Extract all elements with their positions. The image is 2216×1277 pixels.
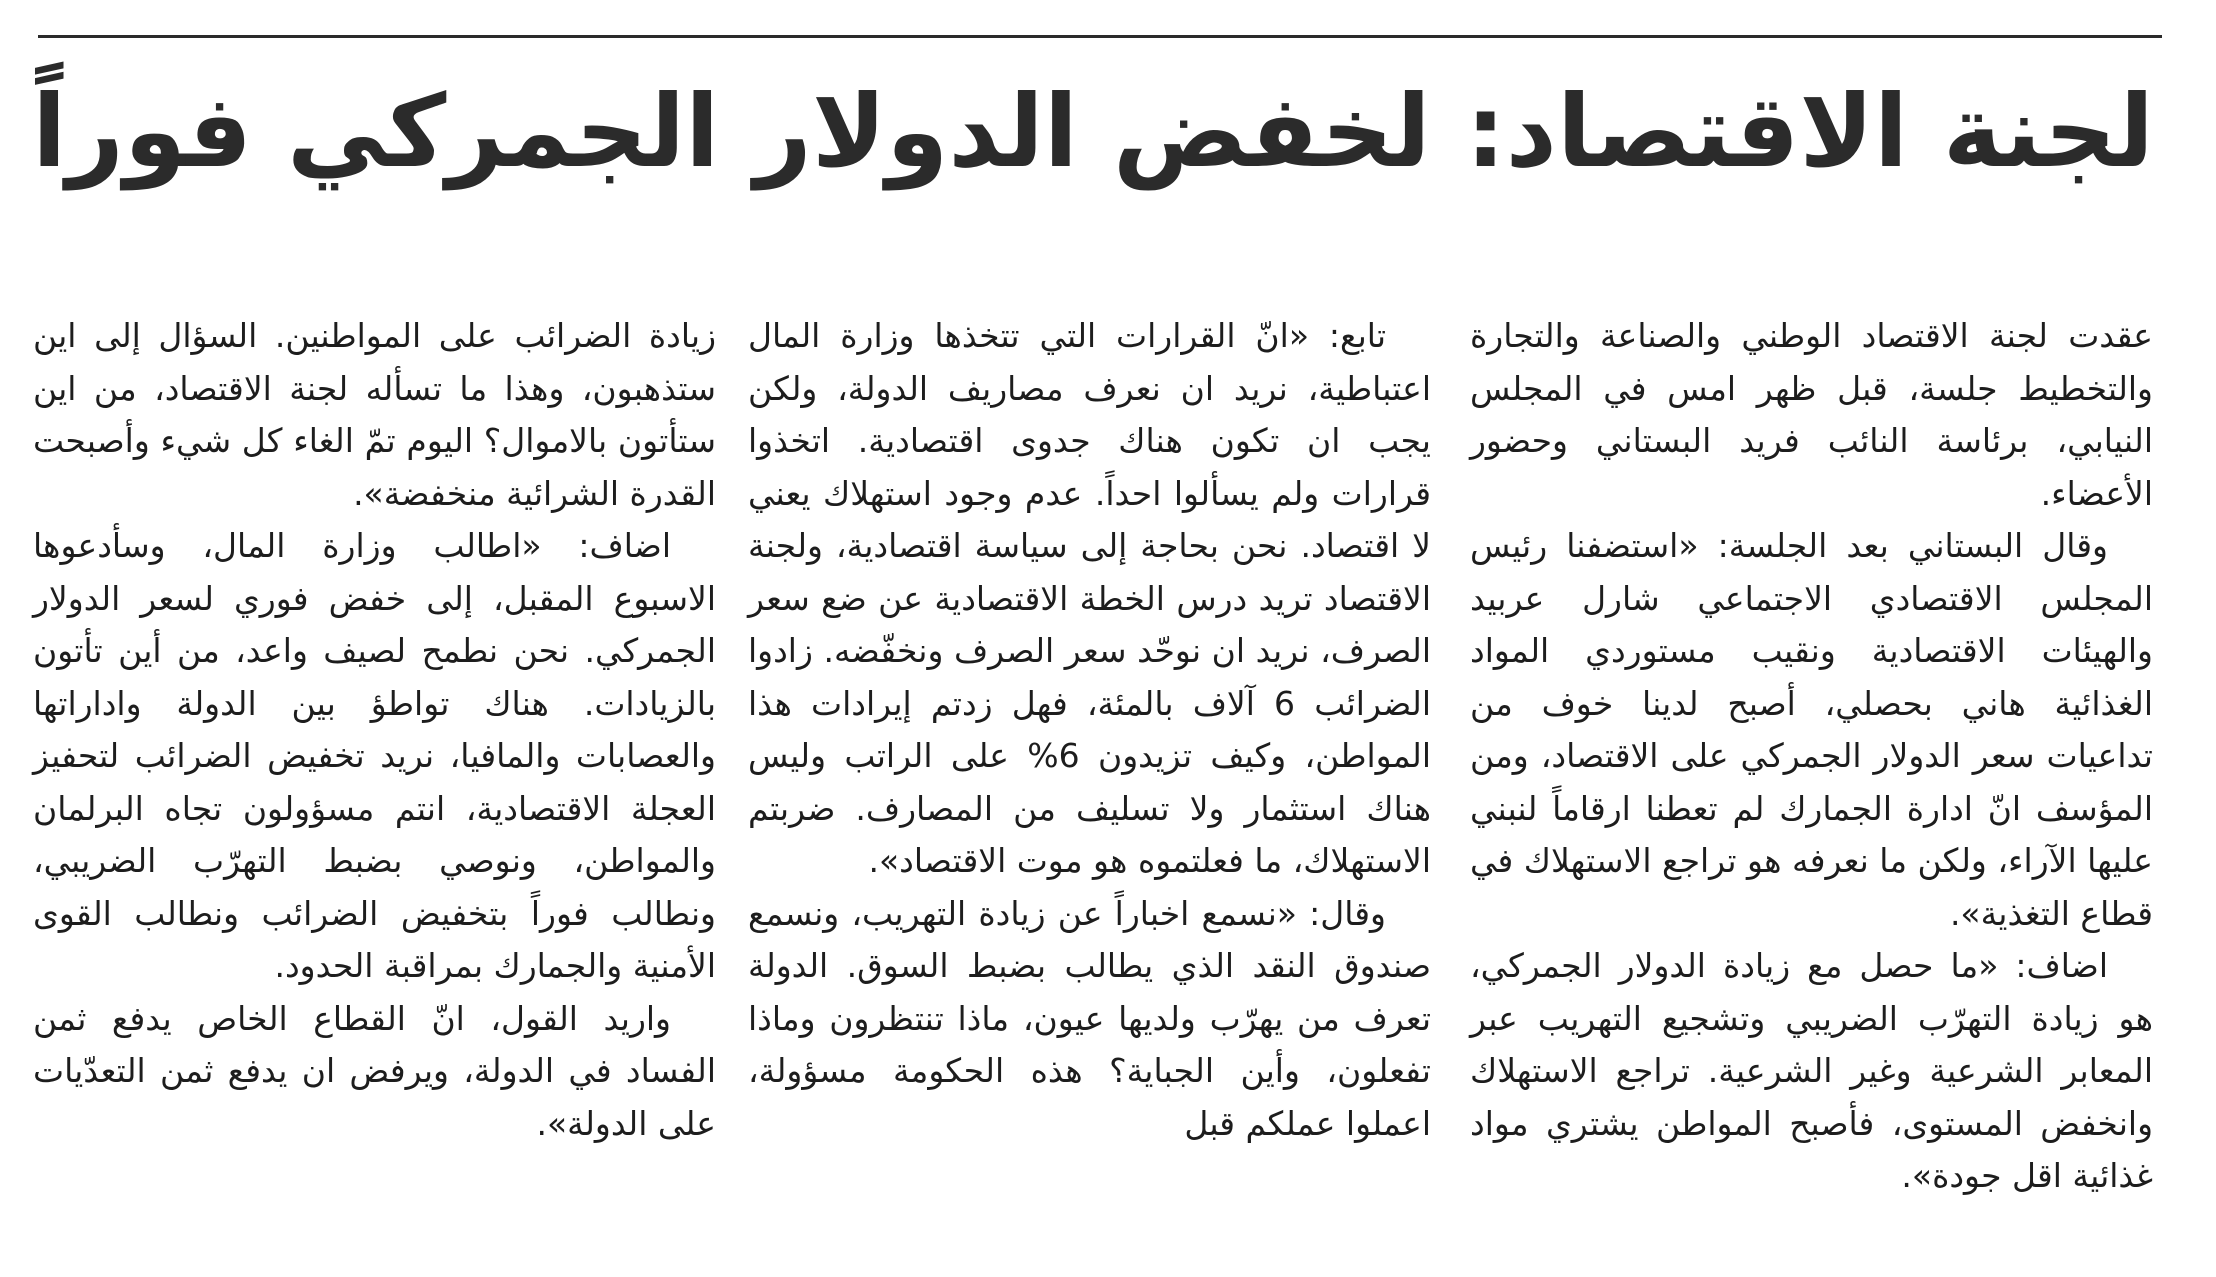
top-divider-rule	[38, 35, 2162, 38]
paragraph: وقال البستاني بعد الجلسة: «استضفنا رئيس المجلس الاقتصادي الاجتماعي شارل عربيد والهيئات الاقتصادية ونقيب مستوردي المواد الغذائية هاني بحصلي، أصبح لدينا خوف من تداعيات سعر الدولار الجمركي على الاقتصاد، ومن المؤسف انّ ادارة الجمارك لم تعطنا ارقاماً لنبني عليها الآراء، ولكن ما نعرفه هو تراجع الاستهلاك في قطاع التغذية».	[1470, 526, 2153, 933]
paragraph: اضاف: «اطالب وزارة المال، وسأدعوها الاسبوع المقبل، إلى خفض فوري لسعر الدولار الجمركي. نحن نطمح لصيف واعد، من أين تأتون بالزيادات. هناك تواطؤ بين الدولة واداراتها والعصابات والمافيا، نريد تخفيض الضرائب لتحفيز العجلة الاقتصادية، انتم مسؤولون تجاه البرلمان والمواطن، ونوصي بضبط التهرّب الضريبي، ونطالب فوراً بتخفيض الضرائب ونطالب القوى الأمنية والجمارك بمراقبة الحدود.	[33, 526, 716, 985]
article-headline: لجنة الاقتصاد: لخفض الدولار الجمركي فوراً	[32, 73, 2154, 190]
paragraph: تابع: «انّ القرارات التي تتخذها وزارة المال اعتباطية، نريد ان نعرف مصاريف الدولة، ولكن يجب ان تكون هناك جدوى اقتصادية. اتخذوا قرارات ولم يسألوا احداً. عدم وجود استهلاك يعني لا اقتصاد. نحن بحاجة إلى سياسة اقتصادية، ولجنة الاقتصاد تريد درس الخطة الاقتصادية عن ضع سعر الصرف، نريد ان نوحّد سعر الصرف ونخفّضه. زادوا الضرائب 6 آلاف بالمئة، فهل زدتم إيرادات هذا المواطن، وكيف تزيدون 6% على الراتب وليس هناك استثمار ولا تسليف من المصارف. ضربتم الاستهلاك، ما فعلتموه هو موت الاقتصاد».	[748, 316, 1432, 880]
paragraph: زيادة الضرائب على المواطنين. السؤال إلى اين ستذهبون، وهذا ما تسأله لجنة الاقتصاد، من اين ستأتون بالاموال؟ اليوم تمّ الغاء كل شيء وأصبحت القدرة الشرائية منخفضة».	[33, 316, 716, 513]
paragraph: اضاف: «ما حصل مع زيادة الدولار الجمركي، هو زيادة التهرّب الضريبي وتشجيع التهريب عبر المعابر الشرعية وغير الشرعية. تراجع الاستهلاك وانخفض المستوى، فأصبح المواطن يشتري مواد غذائية اقل جودة».	[1470, 946, 2153, 1195]
paragraph: عقدت لجنة الاقتصاد الوطني والصناعة والتجارة والتخطيط جلسة، قبل ظهر امس في المجلس النيابي، برئاسة النائب فريد البستاني وحضور الأعضاء.	[1470, 316, 2153, 513]
paragraph: وقال: «نسمع اخباراً عن زيادة التهريب، ونسمع صندوق النقد الذي يطالب بضبط السوق. الدولة تعرف من يهرّب ولديها عيون، ماذا تنتظرون وماذا تفعلون، وأين الجباية؟ هذه الحكومة مسؤولة، اعملوا عملكم قبل	[748, 893, 1431, 1143]
article-column-middle	[748, 310, 1431, 1150]
paragraph: واريد القول، انّ القطاع الخاص يدفع ثمن الفساد في الدولة، ويرفض ان يدفع ثمن التعدّيات على الدولة».	[33, 998, 716, 1143]
article-column-right	[1470, 310, 2153, 1203]
article-column-left	[33, 310, 716, 1150]
